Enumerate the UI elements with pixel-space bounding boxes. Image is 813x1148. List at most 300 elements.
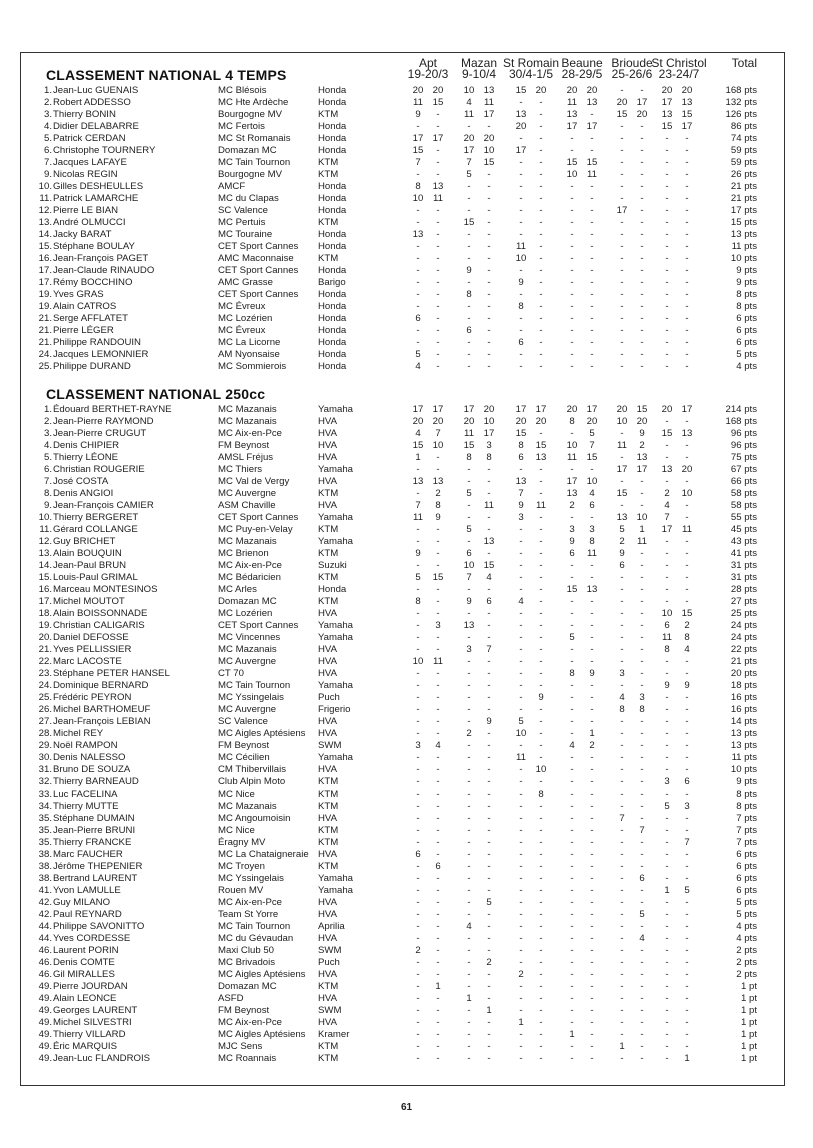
club-cell: MC Auvergne	[218, 488, 277, 500]
rank-cell: 21.	[38, 644, 52, 656]
make-cell: Honda	[318, 313, 347, 325]
score-cell: -	[665, 313, 669, 325]
score-cell: -	[665, 452, 669, 464]
rider-name-cell: Marceau MONTESINOS	[53, 584, 158, 596]
table-row	[0, 1017, 813, 1029]
score-cell: 17	[566, 476, 578, 488]
score-cell: 6	[518, 337, 524, 349]
rider-name-cell: Louis-Paul GRIMAL	[53, 572, 138, 584]
score-cell: 9	[466, 265, 472, 277]
score-cell: -	[570, 848, 574, 860]
score-cell: -	[665, 349, 669, 361]
make-cell: KTM	[318, 524, 339, 536]
rider-name-cell: Noël RAMPON	[53, 740, 118, 752]
score-cell: -	[570, 464, 574, 476]
score-cell: 8	[569, 416, 575, 428]
score-cell: -	[436, 241, 440, 253]
score-cell: -	[685, 584, 689, 596]
score-cell: 17	[636, 464, 648, 476]
make-cell: HVA	[318, 500, 338, 512]
make-cell: KTM	[318, 596, 339, 608]
club-cell: MC Val de Vergy	[218, 476, 290, 488]
score-cell: 10	[463, 560, 475, 572]
score-cell: 9	[415, 109, 421, 121]
event-date: 23-24/7	[658, 67, 700, 81]
score-cell: 11	[464, 428, 474, 440]
score-cell: 10	[566, 169, 578, 181]
score-cell: -	[487, 265, 491, 277]
score-cell: -	[620, 632, 624, 644]
score-cell: -	[487, 992, 491, 1004]
score-cell: -	[590, 109, 594, 121]
score-cell: -	[685, 596, 689, 608]
score-cell: -	[519, 956, 523, 968]
standings-table-250cc	[0, 404, 813, 1065]
score-cell: -	[539, 908, 543, 920]
score-cell: -	[467, 632, 471, 644]
score-cell: -	[640, 992, 644, 1004]
make-cell: KTM	[318, 980, 339, 992]
score-cell: 17	[535, 404, 547, 415]
score-cell: 20	[566, 85, 578, 96]
make-cell: Suzuki	[318, 560, 347, 572]
rider-name-cell: Yves CORDESSE	[53, 932, 131, 944]
score-cell: -	[519, 692, 523, 704]
score-cell: -	[519, 932, 523, 944]
table-row	[0, 656, 813, 668]
club-cell: MC Brienon	[218, 548, 269, 560]
score-cell: -	[416, 169, 420, 181]
rider-name-cell: Denis CHIPIER	[53, 440, 120, 452]
score-cell: -	[467, 872, 471, 884]
score-cell: 2	[486, 956, 492, 968]
score-cell: -	[620, 848, 624, 860]
score-cell: 11	[587, 548, 597, 560]
score-cell: -	[519, 169, 523, 181]
score-cell: -	[640, 560, 644, 572]
score-cell: -	[539, 476, 543, 488]
score-cell: -	[640, 632, 644, 644]
make-cell: Honda	[318, 181, 347, 193]
score-cell: -	[620, 500, 624, 512]
score-cell: -	[685, 476, 689, 488]
rider-name-cell: Luc FACELINA	[53, 788, 118, 800]
score-cell: -	[570, 656, 574, 668]
club-cell: Bourgogne MV	[218, 109, 282, 121]
table-row	[0, 500, 813, 512]
score-cell: -	[640, 608, 644, 620]
table-row	[0, 921, 813, 933]
table-row	[0, 512, 813, 524]
score-cell: -	[620, 85, 624, 96]
total-cell: 214 pts	[725, 404, 757, 415]
score-cell: -	[467, 361, 471, 373]
score-cell: 15	[636, 404, 648, 415]
total-cell: 8 pts	[736, 800, 757, 812]
rank-cell: 5.	[43, 133, 52, 145]
table-row	[0, 560, 813, 572]
score-cell: -	[570, 181, 574, 193]
score-cell: -	[685, 301, 689, 313]
score-cell: -	[416, 608, 420, 620]
score-cell: -	[685, 956, 689, 968]
make-cell: Honda	[318, 337, 347, 349]
table-row	[0, 241, 813, 253]
event-date: 28-29/5	[561, 67, 603, 81]
rider-name-cell: Thierry LÉONE	[53, 452, 119, 464]
score-cell: -	[570, 133, 574, 145]
score-cell: 13	[586, 97, 598, 109]
club-cell: MC Lozérien	[218, 313, 273, 325]
score-cell: -	[590, 908, 594, 920]
score-cell: -	[436, 265, 440, 277]
score-cell: -	[539, 361, 543, 373]
score-cell: -	[436, 145, 440, 157]
make-cell: HVA	[318, 908, 338, 920]
table-row	[0, 680, 813, 692]
rank-cell: 7.	[43, 157, 52, 169]
table-row	[0, 524, 813, 536]
score-cell: -	[519, 788, 523, 800]
score-cell: -	[620, 944, 624, 956]
score-cell: -	[539, 229, 543, 241]
score-cell: 13	[661, 109, 673, 121]
score-cell: -	[620, 241, 624, 253]
score-cell: -	[590, 980, 594, 992]
score-cell: -	[519, 656, 523, 668]
score-cell: -	[570, 1004, 574, 1016]
rank-cell: 42.	[38, 896, 52, 908]
make-cell: HVA	[318, 452, 338, 464]
score-cell: 15	[681, 109, 693, 121]
score-cell: -	[487, 229, 491, 241]
score-cell: -	[487, 1028, 491, 1040]
score-cell: -	[487, 1040, 491, 1052]
score-cell: -	[487, 860, 491, 872]
score-cell: 15	[586, 157, 598, 169]
rank-cell: 21.	[38, 337, 52, 349]
score-cell: -	[590, 133, 594, 145]
rider-name-cell: André OLMUCCI	[53, 217, 126, 229]
score-cell: -	[665, 416, 669, 428]
club-cell: MC Angoumoisin	[218, 812, 291, 824]
score-cell: -	[685, 289, 689, 301]
score-cell: -	[685, 560, 689, 572]
score-cell: -	[685, 157, 689, 169]
score-cell: 7	[589, 440, 595, 452]
score-cell: -	[519, 1028, 523, 1040]
score-cell: 13	[412, 229, 424, 241]
score-cell: -	[665, 656, 669, 668]
club-cell: CET Sport Cannes	[218, 289, 299, 301]
total-cell: 8 pts	[736, 788, 757, 800]
score-cell: -	[519, 536, 523, 548]
make-cell: HVA	[318, 608, 338, 620]
club-cell: MC Thiers	[218, 464, 263, 476]
score-cell: -	[620, 932, 624, 944]
score-cell: -	[590, 560, 594, 572]
score-cell: -	[519, 872, 523, 884]
score-cell: -	[487, 1052, 491, 1064]
score-cell: -	[685, 229, 689, 241]
total-cell: 16 pts	[730, 692, 757, 704]
score-cell: -	[436, 776, 440, 788]
club-cell: MC Sommierois	[218, 361, 287, 373]
club-cell: MC Brivadois	[218, 956, 276, 968]
club-cell: Éragny MV	[218, 836, 266, 848]
score-cell: -	[436, 788, 440, 800]
score-cell: 17	[515, 145, 527, 157]
total-cell: 66 pts	[730, 476, 757, 488]
table-row	[0, 897, 813, 909]
club-cell: MC Tain Tournon	[218, 920, 291, 932]
score-cell: -	[590, 884, 594, 896]
score-cell: 11	[433, 656, 443, 668]
make-cell: Honda	[318, 133, 347, 145]
total-cell: 59 pts	[730, 145, 757, 157]
score-cell: -	[436, 872, 440, 884]
score-cell: 15	[463, 217, 475, 229]
score-cell: 13	[681, 97, 693, 109]
make-cell: Aprilia	[318, 920, 345, 932]
score-cell: -	[436, 584, 440, 596]
club-cell: MC Aigles Aptésiens	[218, 968, 306, 980]
score-cell: -	[416, 265, 420, 277]
score-cell: -	[665, 980, 669, 992]
score-cell: -	[539, 680, 543, 692]
rider-name-cell: Gérard COLLANGE	[53, 524, 138, 536]
score-cell: 13	[535, 452, 547, 464]
rider-name-cell: Jean-Pierre RAYMOND	[53, 416, 154, 428]
score-cell: -	[640, 884, 644, 896]
score-cell: 8	[415, 596, 421, 608]
table-row	[0, 764, 813, 776]
score-cell: -	[539, 524, 543, 536]
score-cell: -	[539, 920, 543, 932]
score-cell: 11	[536, 500, 546, 512]
total-cell: 4 pts	[736, 361, 757, 373]
table-row	[0, 969, 813, 981]
score-cell: -	[590, 572, 594, 584]
score-cell: -	[487, 476, 491, 488]
score-cell: -	[685, 337, 689, 349]
score-cell: 2	[435, 488, 441, 500]
score-cell: 7	[486, 644, 492, 656]
score-cell: 5	[518, 716, 524, 728]
score-cell: -	[570, 620, 574, 632]
rider-name-cell: Christian CALIGARIS	[53, 620, 145, 632]
table-row	[0, 464, 813, 476]
score-cell: 6	[569, 548, 575, 560]
rider-name-cell: Yvon LAMULLE	[53, 884, 121, 896]
score-cell: -	[467, 776, 471, 788]
score-cell: -	[539, 536, 543, 548]
score-cell: -	[519, 584, 523, 596]
club-cell: MJC Sens	[218, 1040, 263, 1052]
score-cell: -	[416, 1016, 420, 1028]
club-cell: CET Sport Cannes	[218, 265, 299, 277]
score-cell: 9	[518, 500, 524, 512]
score-cell: -	[416, 932, 420, 944]
total-cell: 4 pts	[736, 920, 757, 932]
table-row	[0, 993, 813, 1005]
score-cell: -	[539, 512, 543, 524]
score-cell: -	[539, 1040, 543, 1052]
score-cell: -	[685, 1040, 689, 1052]
table-row	[0, 404, 813, 416]
total-cell: 27 pts	[730, 596, 757, 608]
table-row	[0, 193, 813, 205]
score-cell: -	[416, 992, 420, 1004]
score-cell: -	[640, 337, 644, 349]
table-row	[0, 909, 813, 921]
score-cell: -	[640, 980, 644, 992]
rank-cell: 31.	[38, 764, 52, 776]
rank-cell: 42.	[38, 908, 52, 920]
score-cell: -	[570, 920, 574, 932]
score-cell: -	[436, 920, 440, 932]
rider-name-cell: Jean-Pierre CRUGUT	[53, 428, 147, 440]
score-cell: 20	[483, 133, 495, 145]
score-cell: 6	[435, 860, 441, 872]
score-cell: -	[436, 908, 440, 920]
score-cell: -	[539, 1028, 543, 1040]
rank-cell: 13.	[38, 548, 52, 560]
score-cell: -	[685, 205, 689, 217]
score-cell: 15	[566, 584, 578, 596]
score-cell: -	[539, 824, 543, 836]
score-cell: -	[487, 464, 491, 476]
score-cell: -	[519, 1004, 523, 1016]
score-cell: -	[665, 908, 669, 920]
score-cell: -	[620, 169, 624, 181]
score-cell: -	[620, 740, 624, 752]
score-cell: -	[640, 361, 644, 373]
score-cell: -	[665, 361, 669, 373]
score-cell: -	[539, 668, 543, 680]
make-cell: HVA	[318, 428, 338, 440]
score-cell: -	[436, 289, 440, 301]
score-cell: -	[487, 193, 491, 205]
club-cell: MC Yssingelais	[218, 872, 284, 884]
score-cell: -	[487, 361, 491, 373]
club-cell: AMSL Fréjus	[218, 452, 274, 464]
score-cell: 3	[466, 644, 472, 656]
club-cell: Bourgogne MV	[218, 169, 282, 181]
score-cell: -	[620, 836, 624, 848]
score-cell: -	[620, 428, 624, 440]
score-cell: 15	[586, 452, 598, 464]
score-cell: -	[640, 1040, 644, 1052]
rider-name-cell: Denis NALESSO	[53, 752, 126, 764]
rider-name-cell: Michel MOUTOT	[53, 596, 125, 608]
rider-name-cell: Jacques LAFAYE	[53, 157, 127, 169]
score-cell: 5	[589, 428, 595, 440]
rider-name-cell: Frédéric PEYRON	[53, 692, 132, 704]
rank-cell: 19.	[38, 301, 52, 313]
score-cell: -	[539, 704, 543, 716]
rider-name-cell: Édouard BERTHET-RAYNE	[53, 404, 172, 415]
score-cell: -	[590, 313, 594, 325]
score-cell: 15	[432, 572, 444, 584]
club-cell: MC St Romanais	[218, 133, 291, 145]
club-cell: MC Vincennes	[218, 632, 281, 644]
score-cell: -	[620, 608, 624, 620]
score-cell: -	[416, 704, 420, 716]
score-cell: -	[620, 824, 624, 836]
score-cell: -	[539, 488, 543, 500]
make-cell: Honda	[318, 205, 347, 217]
total-cell: 15 pts	[730, 217, 757, 229]
club-cell: AM Nyonsaise	[218, 349, 280, 361]
event-header	[644, 58, 714, 80]
score-cell: -	[467, 860, 471, 872]
rider-name-cell: Stéphane PETER HANSEL	[53, 668, 170, 680]
score-cell: -	[436, 956, 440, 968]
table-row	[0, 1029, 813, 1041]
score-cell: 8	[518, 301, 524, 313]
score-cell: -	[620, 920, 624, 932]
total-cell: 8 pts	[736, 301, 757, 313]
score-cell: 4	[664, 500, 670, 512]
score-cell: -	[519, 668, 523, 680]
score-cell: -	[620, 181, 624, 193]
score-cell: -	[570, 349, 574, 361]
make-cell: Honda	[318, 289, 347, 301]
rank-cell: 7.	[43, 476, 52, 488]
rider-name-cell: Patrick CERDAN	[53, 133, 126, 145]
score-cell: 2	[518, 968, 524, 980]
rider-name-cell: Alain CATROS	[53, 301, 117, 313]
score-cell: 11	[682, 524, 692, 536]
score-cell: -	[467, 680, 471, 692]
score-cell: -	[640, 181, 644, 193]
score-cell: -	[570, 145, 574, 157]
score-cell: -	[467, 656, 471, 668]
rank-cell: 46.	[38, 968, 52, 980]
make-cell: Honda	[318, 97, 347, 109]
club-cell: Domazan MC	[218, 980, 277, 992]
rider-name-cell: Jean-François CAMIER	[53, 500, 154, 512]
score-cell: 3	[486, 440, 492, 452]
table-row	[0, 440, 813, 452]
score-cell: -	[487, 884, 491, 896]
score-cell: 9	[639, 428, 645, 440]
score-cell: -	[416, 337, 420, 349]
score-cell: -	[436, 253, 440, 265]
total-cell: 168 pts	[725, 85, 757, 96]
score-cell: 17	[661, 524, 673, 536]
club-cell: MC Mazanais	[218, 800, 277, 812]
score-cell: -	[640, 968, 644, 980]
score-cell: 4	[619, 692, 625, 704]
score-cell: -	[590, 788, 594, 800]
score-cell: -	[539, 596, 543, 608]
score-cell: -	[416, 728, 420, 740]
score-cell: 11	[413, 97, 423, 109]
rank-cell: 44.	[38, 920, 52, 932]
score-cell: -	[519, 313, 523, 325]
rank-cell: 21.	[38, 325, 52, 337]
score-cell: 3	[619, 668, 625, 680]
score-cell: -	[570, 692, 574, 704]
score-cell: -	[590, 848, 594, 860]
score-cell: -	[539, 956, 543, 968]
score-cell: -	[570, 992, 574, 1004]
score-cell: -	[539, 325, 543, 337]
table-row	[0, 289, 813, 301]
rank-cell: 26.	[38, 704, 52, 716]
